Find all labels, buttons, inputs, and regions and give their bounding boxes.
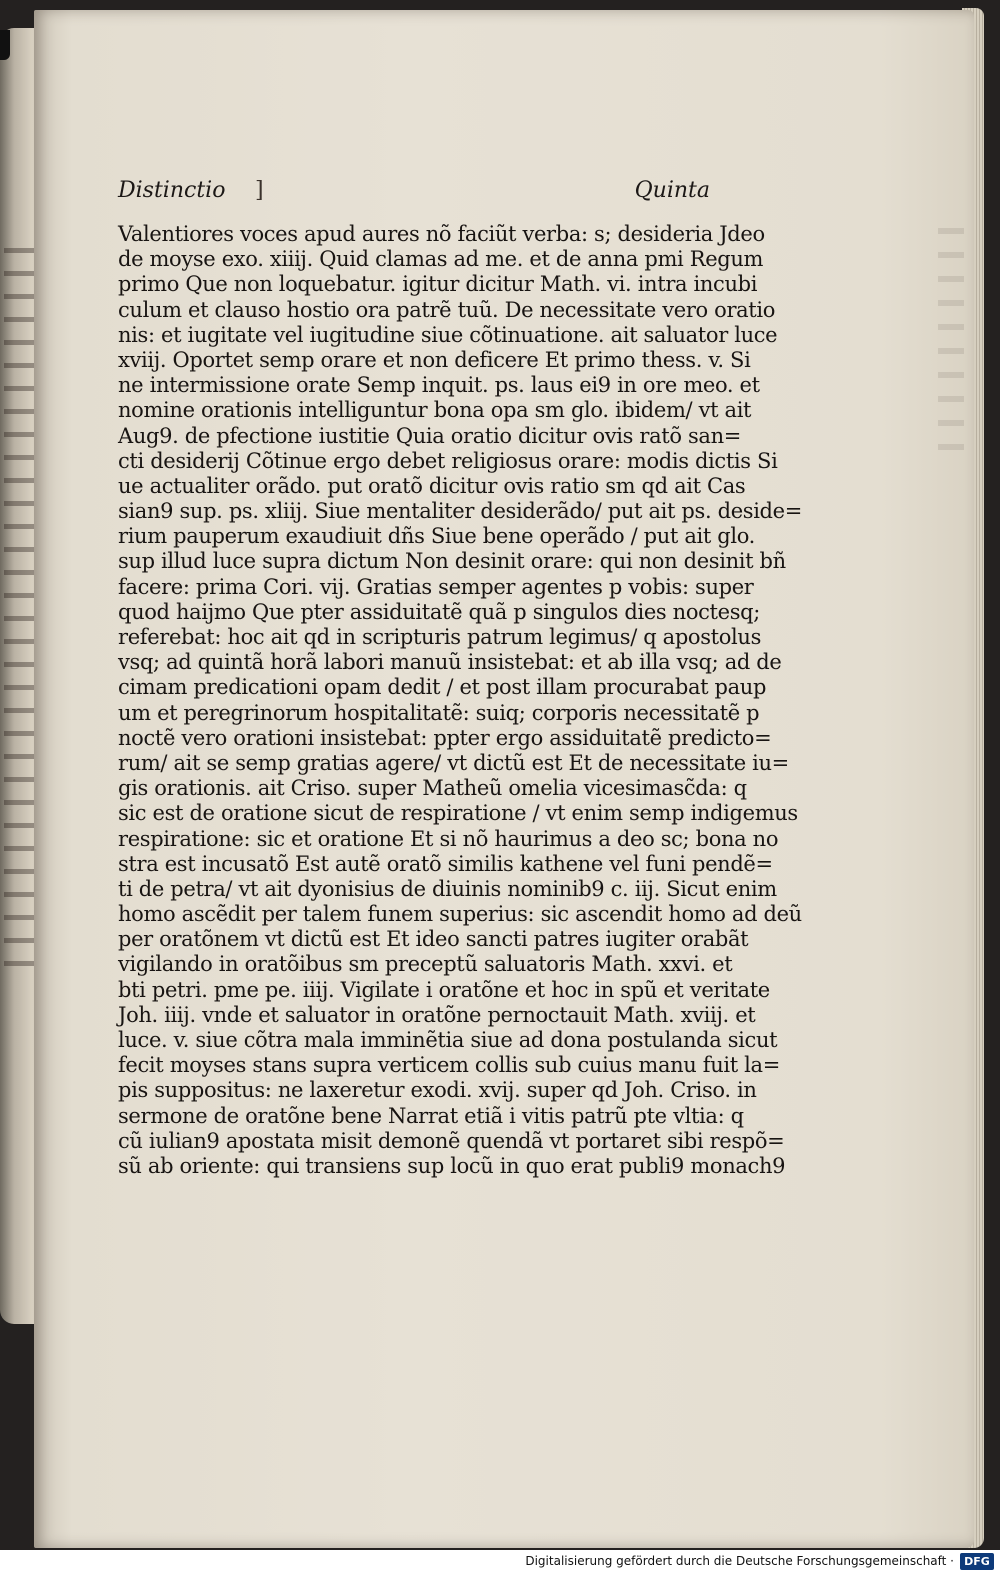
text-line: culum et clauso hostio ora patrẽ tuũ. De necessitate vero oratio	[118, 297, 776, 322]
show-through-marks	[938, 228, 964, 468]
text-line: vigilando in oratõibus sm preceptũ saluatoris Math. xxvi. et	[118, 952, 733, 977]
header-left: Distinctio	[118, 178, 226, 203]
text-line: Joh. iiij. vnde et saluator in oratõne pernoctauit Math. xviij. et	[118, 1002, 756, 1027]
text-line: de moyse exo. xiiij. Quid clamas ad me. et de anna pmi Regum	[118, 247, 764, 272]
text-line: cũ iulian9 apostata misit demonẽ quendã vt portaret sibi respõ=	[118, 1128, 785, 1153]
text-line: facere: prima Cori. vij. Gratias semper agentes p vobis: super	[118, 574, 754, 599]
text-line: per oratõnem vt dictũ est Et ideo sancti patres iugiter orabãt	[118, 927, 749, 952]
text-line: stra est incusatõ Est autẽ oratõ similis kathene vel funi pendẽ=	[118, 851, 773, 876]
footer-bar	[0, 1550, 1000, 1574]
text-line: rium pauperum exaudiuit dñs Siue bene operãdo / put ait glo.	[118, 524, 755, 549]
text-line: xviij. Oportet semp orare et non deficere Et primo thess. v. Si	[118, 347, 751, 372]
text-line: fecit moyses stans supra verticem collis sub cuius manu fuit la=	[118, 1053, 780, 1078]
text-line: Aug9. de pfectione iustitie Quia oratio dicitur ovis ratõ san=	[118, 423, 742, 448]
text-line: pis suppositus: ne laxeretur exodi. xvij. super qd Joh. Criso. in	[118, 1078, 757, 1103]
text-line: nis: et iugitate vel iugitudine siue cõtinuatione. ait saluator luce	[118, 322, 778, 347]
text-line: sian9 sup. ps. xliij. Siue mentaliter desiderãdo/ put ait ps. deside=	[118, 499, 802, 524]
text-line: gis orationis. ait Criso. super Matheũ omelia vicesimasc̃da: q	[118, 776, 747, 801]
text-line: ue actualiter orãdo. put oratõ dicitur ovis ratio sm qd ait Cas	[118, 473, 746, 498]
running-header	[118, 178, 710, 212]
text-line: cti desiderij Cõtinue ergo debet religiosus orare: modis dictis Si	[118, 448, 778, 473]
text-line: sũ ab oriente: qui transiens sup locũ in quo erat publi9 monach9	[118, 1153, 786, 1178]
header-right: Quinta	[634, 178, 710, 203]
text-line: nomine orationis intelliguntur bona opa sm glo. ibidem/ vt ait	[118, 398, 752, 423]
text-line: vsq; ad quintã horã labori manuũ insistebat: et ab illa vsq; ad de	[118, 650, 782, 675]
adjacent-page-text-bleed	[4, 248, 34, 968]
book-binding	[0, 30, 10, 60]
text-line: ti de petra/ vt ait dyonisius de diuinis nominib9 c. iij. Sicut enim	[118, 876, 777, 901]
text-line: luce. v. siue cõtra mala imminẽtia siue ad dona postulanda sicut	[118, 1028, 778, 1052]
text-line: quod haijmo Que pter assiduitatẽ quã p singulos dies noctesq;	[118, 599, 760, 624]
text-line: rum/ ait se semp gratias agere/ vt dictũ est Et de necessitate iu=	[118, 750, 789, 775]
text-line: respiratione: sic et oratione Et si nõ haurimus a deo sc; bona no	[118, 826, 779, 851]
text-line: sic est de oratione sicut de respiratione / vt enim semp indigemus	[118, 801, 798, 826]
text-line: sermone de oratõne bene Narrat etiã i vitis patrũ pte vltia: q	[118, 1103, 744, 1128]
text-line: ne intermissione orate Semp inquit. ps. laus ei9 in ore meo. et	[118, 373, 760, 398]
text-line: cimam predicationi opam dedit / et post illam procurabat paup	[118, 675, 767, 700]
body-text	[118, 222, 802, 1179]
text-line: homo ascẽdit per talem funem superius: sic ascendit homo ad deũ	[118, 902, 802, 927]
text-line: referebat: hoc ait qd in scripturis patrum legimus/ q apostolus	[118, 625, 761, 649]
header-mark: ]	[255, 178, 264, 203]
dfg-logo: DFG	[960, 1553, 994, 1570]
text-line: noctẽ vero orationi insistebat: ppter ergo assiduitatẽ predicto=	[118, 725, 772, 750]
text-line: um et peregrinorum hospitalitatẽ: suiq; corporis necessitatẽ p	[118, 700, 760, 725]
text-line: sup illud luce supra dictum Non desinit orare: qui non desinit bñ	[118, 549, 786, 574]
text-line: Valentiores voces apud aures nõ faciũt verba: s; desideria Jdeo	[118, 222, 765, 246]
text-line: bti petri. pme pe. iiij. Vigilate i oratõne et hoc in spũ et veritate	[118, 977, 770, 1002]
funding-notice: Digitalisierung gefördert durch die Deutsche Forschungsgemeinschaft ·	[525, 1554, 954, 1568]
text-line: primo Que non loquebatur. igitur dicitur Math. vi. intra incubi	[118, 272, 758, 297]
